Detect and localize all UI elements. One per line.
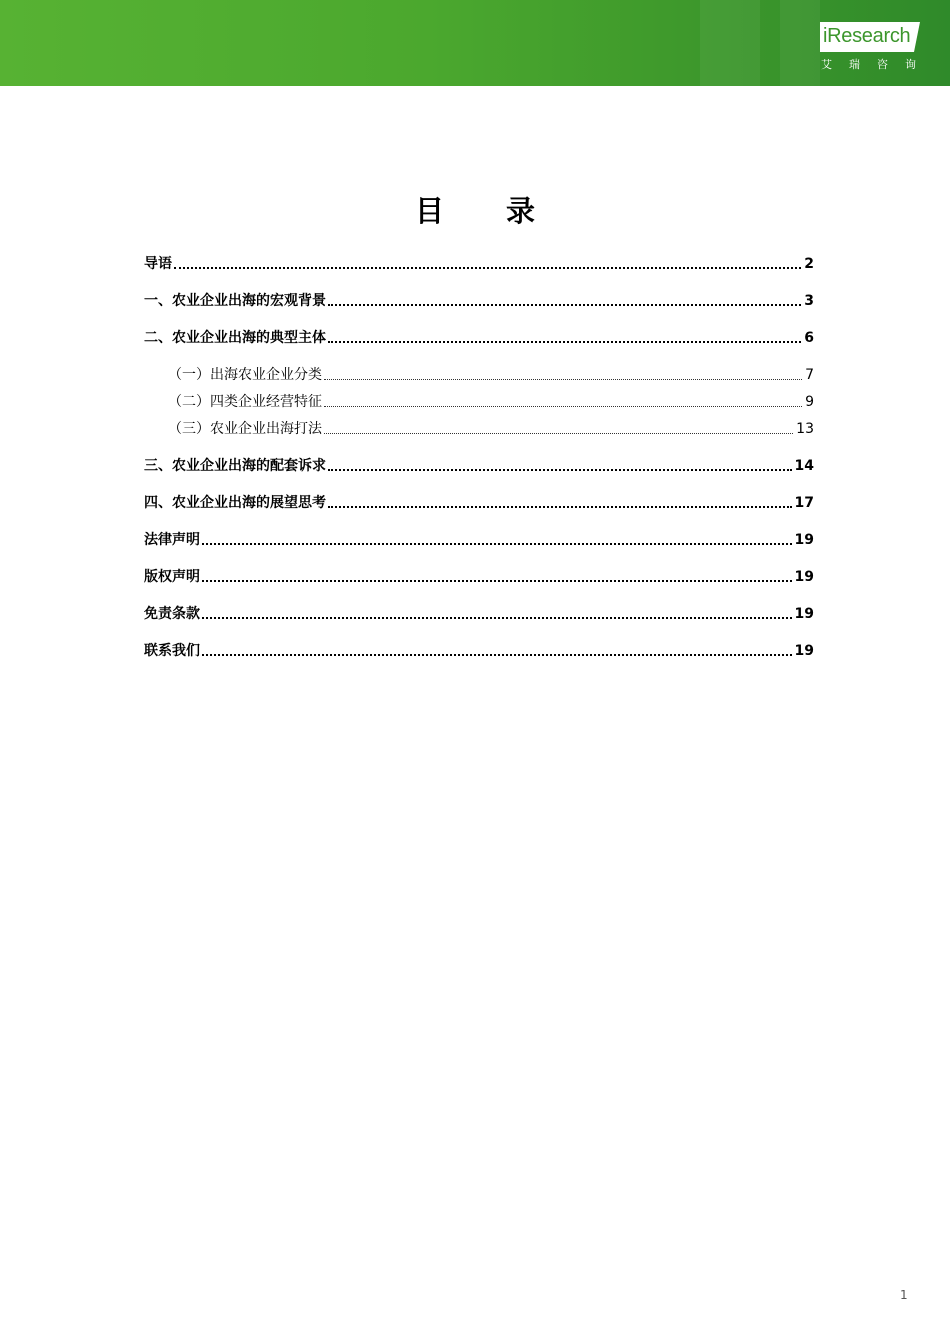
toc-leader-dots <box>324 433 793 434</box>
toc-subentry[interactable] <box>168 391 814 413</box>
toc-entry[interactable] <box>144 640 814 662</box>
toc-page-number: 17 <box>794 495 814 511</box>
toc-leader-dots <box>202 654 792 656</box>
toc-page-number: 14 <box>794 458 814 474</box>
toc-subentry[interactable] <box>168 418 814 440</box>
logo-subtitle: 艾瑞咨询 <box>821 58 933 71</box>
toc-label: 二、农业企业出海的典型主体 <box>144 330 326 346</box>
toc-label: （二）四类企业经营特征 <box>168 394 322 410</box>
toc-page-number: 2 <box>804 256 814 272</box>
toc-entry[interactable] <box>144 492 814 514</box>
toc-leader-dots <box>328 506 792 508</box>
toc-label: （一）出海农业企业分类 <box>168 367 322 383</box>
toc-page-number: 19 <box>794 532 814 548</box>
toc-subentry[interactable] <box>168 364 814 386</box>
toc-leader-dots <box>324 379 802 380</box>
toc-label: 版权声明 <box>144 569 200 585</box>
logo-text: iResearch <box>823 25 911 47</box>
toc-label: 导语 <box>144 256 172 272</box>
iresearch-logo <box>820 20 933 72</box>
toc-label: （三）农业企业出海打法 <box>168 421 322 437</box>
toc-page-number: 6 <box>804 330 814 346</box>
toc-label: 一、农业企业出海的宏观背景 <box>144 293 326 309</box>
toc-label: 四、农业企业出海的展望思考 <box>144 495 326 511</box>
toc-page-number: 19 <box>794 643 814 659</box>
toc-label: 联系我们 <box>144 643 200 659</box>
toc-page-number: 9 <box>805 394 814 410</box>
header-stripe <box>780 0 820 86</box>
toc-leader-dots <box>328 304 801 306</box>
toc-page-number: 19 <box>794 569 814 585</box>
header-band <box>0 0 950 86</box>
toc-entry[interactable] <box>144 253 814 275</box>
toc-page-number: 3 <box>804 293 814 309</box>
toc-leader-dots <box>174 267 801 269</box>
toc-label: 免责条款 <box>144 606 200 622</box>
toc-page-number: 19 <box>794 606 814 622</box>
toc-entry[interactable] <box>144 603 814 625</box>
toc-leader-dots <box>328 469 792 471</box>
toc-label: 法律声明 <box>144 532 200 548</box>
toc-label: 三、农业企业出海的配套诉求 <box>144 458 326 474</box>
toc-leader-dots <box>202 543 792 545</box>
toc-leader-dots <box>202 617 792 619</box>
page-title: 目 录 <box>414 194 562 228</box>
toc-entry[interactable] <box>144 455 814 477</box>
toc-entry[interactable] <box>144 529 814 551</box>
toc-entry[interactable] <box>144 566 814 588</box>
page-number: 1 <box>900 1288 908 1302</box>
toc-entry[interactable] <box>144 290 814 312</box>
toc-leader-dots <box>324 406 802 407</box>
toc-leader-dots <box>202 580 792 582</box>
toc-leader-dots <box>328 341 801 343</box>
toc-page-number: 13 <box>796 421 814 437</box>
toc-page-number: 7 <box>805 367 814 383</box>
toc-entry[interactable] <box>144 327 814 349</box>
header-stripe <box>700 0 760 86</box>
